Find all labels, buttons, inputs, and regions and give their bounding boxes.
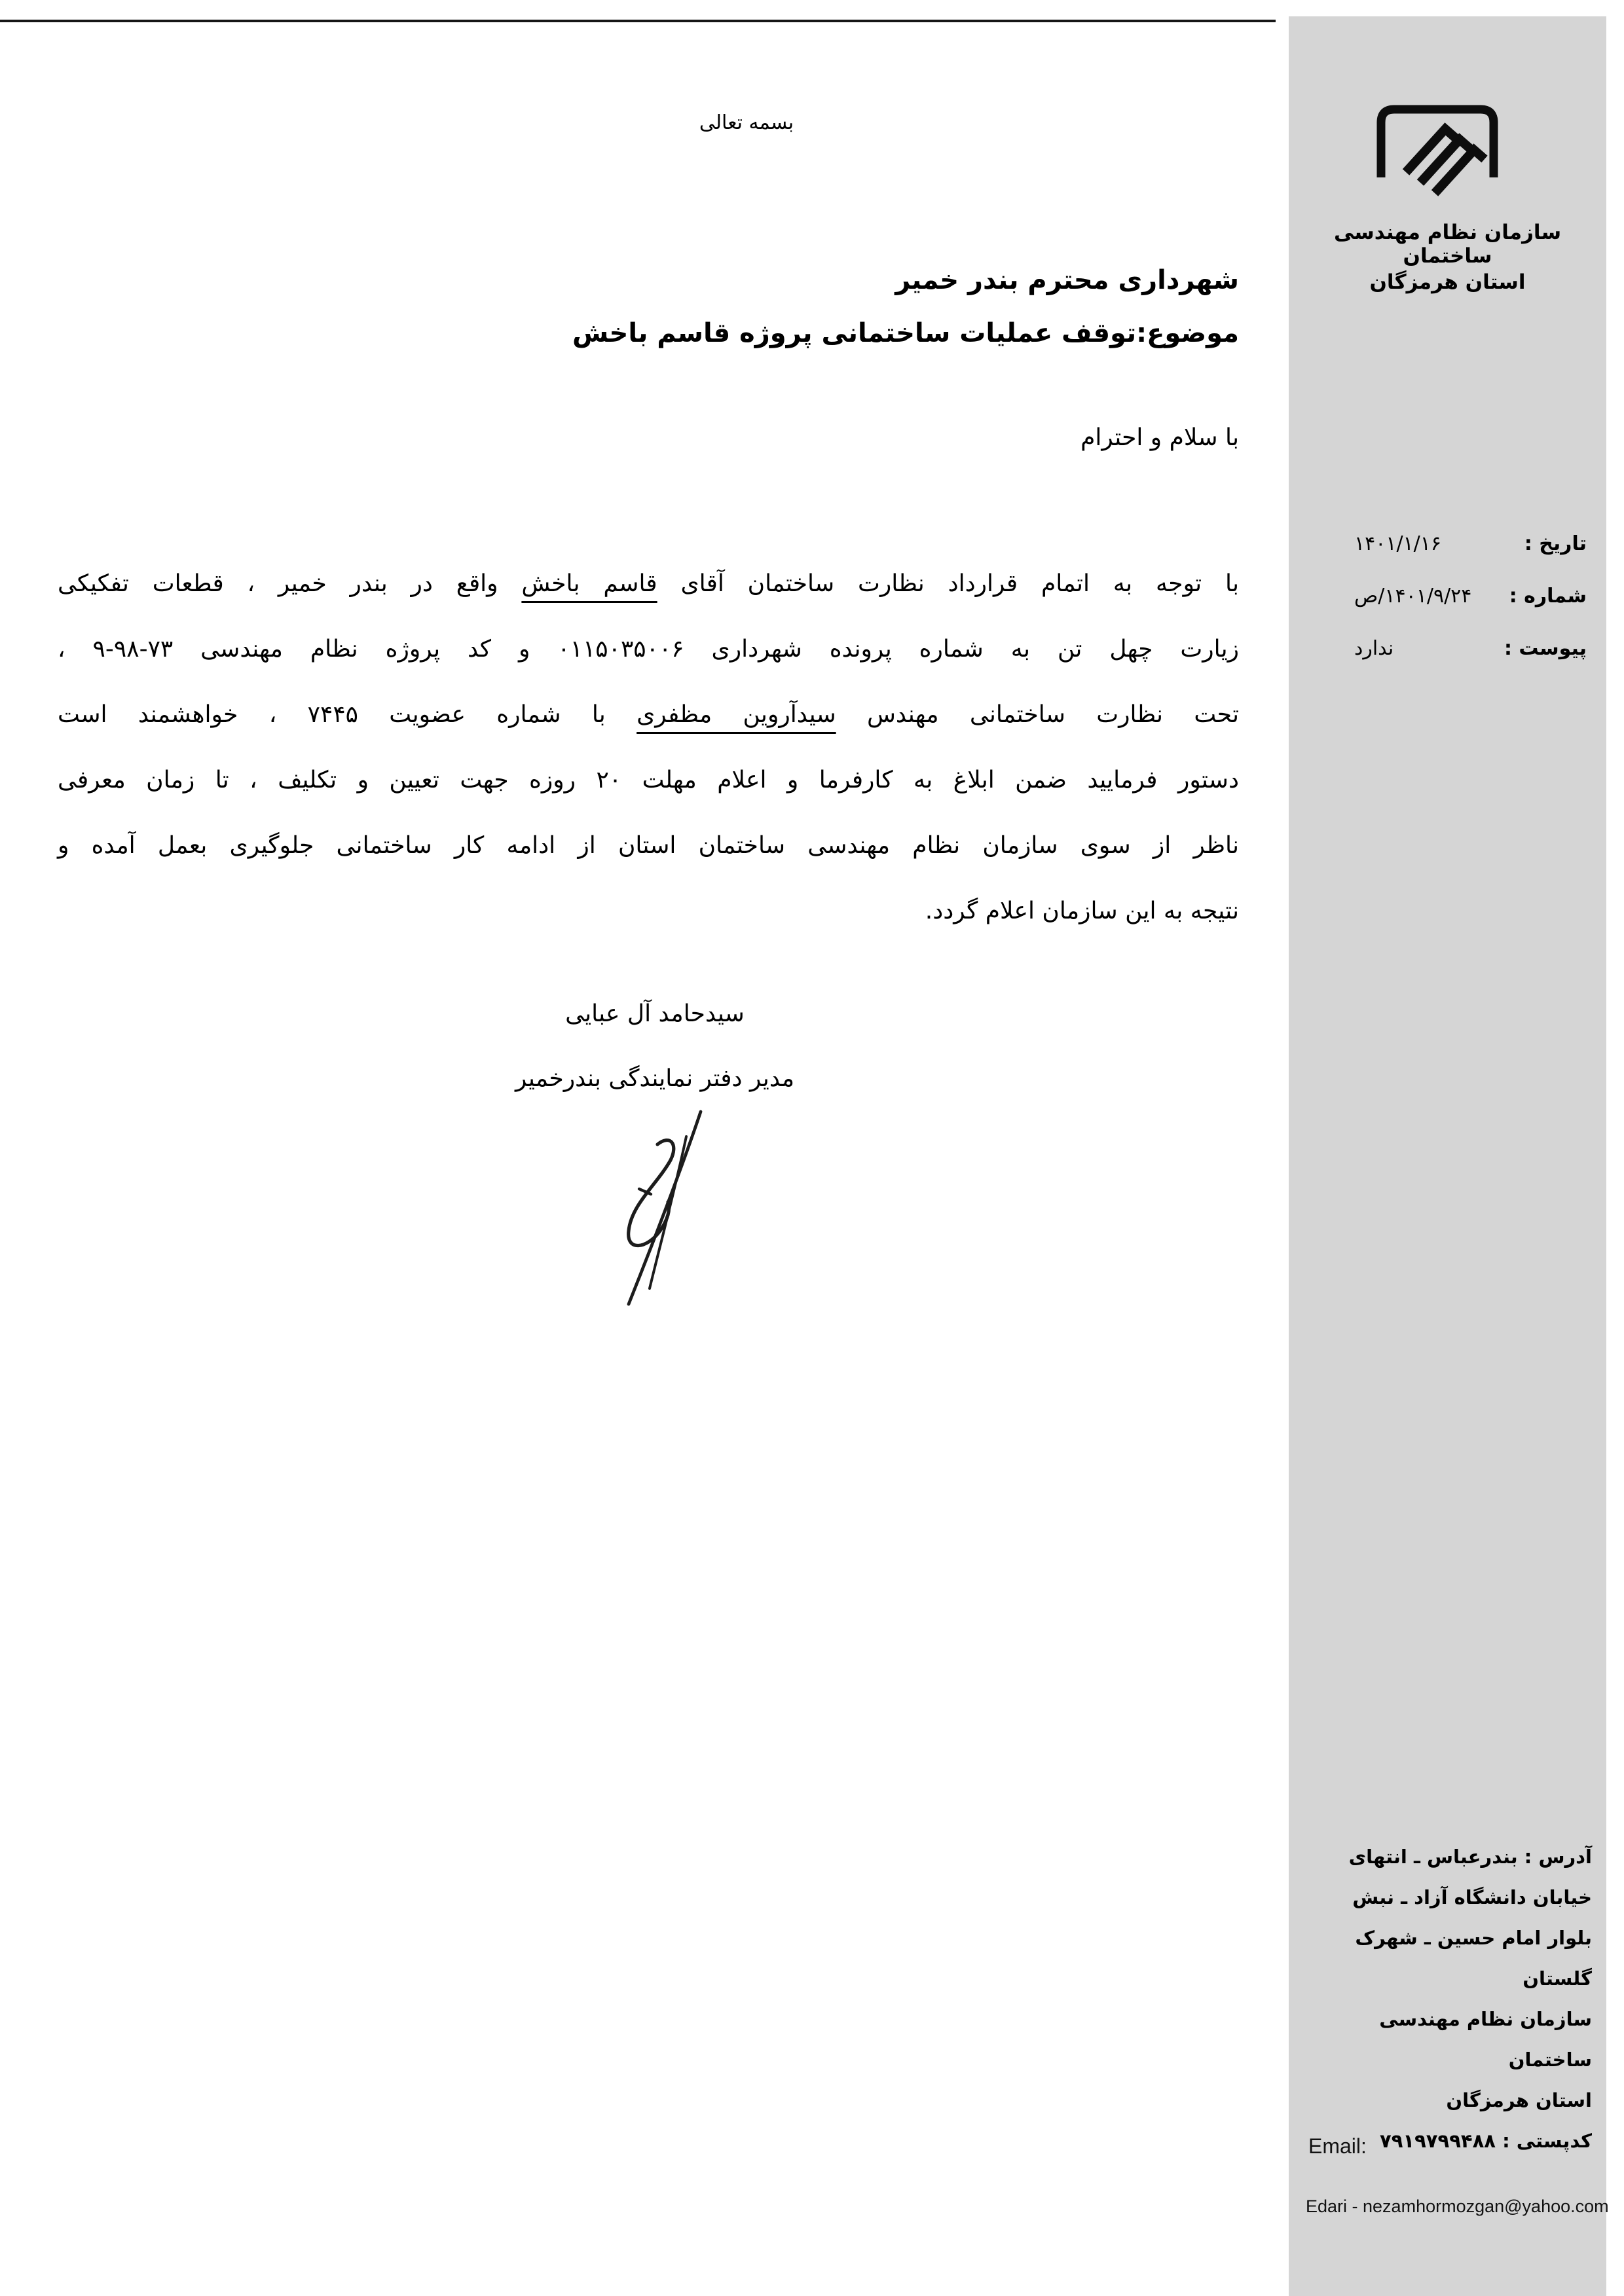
body-text-segment: نتیجه به این سازمان اعلام گردد. xyxy=(925,898,1239,924)
footer-address-line: آدرس : بندرعباس ـ انتهای xyxy=(1348,1846,1592,1868)
footer-address-line: بلوار امام حسین ـ شهرک xyxy=(1355,1927,1592,1949)
date-value: ۱۴۰۱/۱/۱۶ xyxy=(1354,532,1442,555)
attachment-field-row xyxy=(1289,622,1606,674)
signature-block xyxy=(426,1000,884,1092)
greeting-line: با سلام و احترام xyxy=(1080,424,1239,451)
number-label: شماره : xyxy=(1509,584,1587,608)
recipient-line: شهرداری محترم بندر خمیر xyxy=(895,265,1239,295)
attachment-value: ندارد xyxy=(1354,636,1394,660)
underlined-name: سیدآروین مظفری xyxy=(637,701,836,728)
subject-line: موضوع:توقف عملیات ساختمانی پروژه قاسم باخش xyxy=(572,318,1239,348)
body-line xyxy=(58,551,1239,617)
org-name-line1: سازمان نظام مهندسی ساختمان xyxy=(1333,221,1562,268)
email-address: Edari - nezamhormozgan@yahoo.com xyxy=(1306,2196,1609,2216)
sidebar xyxy=(1289,16,1609,2296)
footer-address-line: گلستان xyxy=(1522,1967,1592,1990)
letter-body xyxy=(58,551,1239,944)
body-line xyxy=(58,879,1239,944)
attachment-label: پیوست : xyxy=(1504,636,1587,660)
handwritten-signature-icon xyxy=(571,1108,741,1311)
organization-logo-icon xyxy=(1372,100,1503,211)
body-line xyxy=(58,617,1239,682)
footer-address xyxy=(1297,1836,1592,2161)
email-label: Email: xyxy=(1308,2134,1367,2158)
footer-address-line: کدپستی : ۷۹۱۹۷۹۹۴۸۸ xyxy=(1380,2130,1592,2152)
number-value: ۱۴۰۱/۹/۲۴/ص xyxy=(1354,584,1472,608)
top-divider-line xyxy=(0,20,1276,22)
body-text-segment: ناظر از سوی سازمان نظام مهندسی ساختمان استان از ادامه کار ساختمانی جلوگیری بعمل آمده و xyxy=(58,832,1239,859)
body-line xyxy=(58,813,1239,879)
body-text-segment: با شماره عضویت ۷۴۴۵ ، خواهشمند است xyxy=(58,701,637,728)
body-text-segment: با توجه به اتمام قرارداد نظارت ساختمان آقای xyxy=(657,570,1239,597)
bismillah-text: بسمه تعالی xyxy=(699,111,794,134)
underlined-name: قاسم باخش xyxy=(521,570,657,597)
meta-fields xyxy=(1289,517,1606,674)
org-name-line2: استان هرمزگان xyxy=(1369,270,1526,294)
footer-address-line: خیابان دانشگاه آزاد ـ نبش xyxy=(1352,1886,1592,1908)
signatory-name: سیدحامد آل عبایی xyxy=(565,1000,745,1027)
footer-address-line: سازمان نظام مهندسی ساختمان xyxy=(1379,2008,1592,2071)
body-text-segment: واقع در بندر خمیر ، قطعات تفکیکی xyxy=(58,570,522,597)
body-text-segment: تحت نظارت ساختمانی مهندس xyxy=(836,701,1239,728)
footer-address-line: استان هرمزگان xyxy=(1446,2089,1592,2111)
date-label: تاریخ : xyxy=(1524,532,1587,555)
date-field-row xyxy=(1289,517,1606,570)
number-field-row xyxy=(1289,570,1606,622)
body-line xyxy=(58,682,1239,748)
body-text-segment: زیارت چهل تن به شماره پرونده شهرداری ۰۱۱۵۰۳۵۰۰۶ و کد پروژه نظام مهندسی ۷۳-۹۸-۹ ، xyxy=(58,636,1240,663)
signatory-title: مدیر دفتر نمایندگی بندرخمیر xyxy=(515,1065,795,1092)
body-text-segment: دستور فرمایید ضمن ابلاغ به کارفرما و اعلام مهلت ۲۰ روزه جهت تعیین و تکلیف ، تا زمان معرفی xyxy=(58,767,1239,793)
body-line xyxy=(58,748,1239,813)
